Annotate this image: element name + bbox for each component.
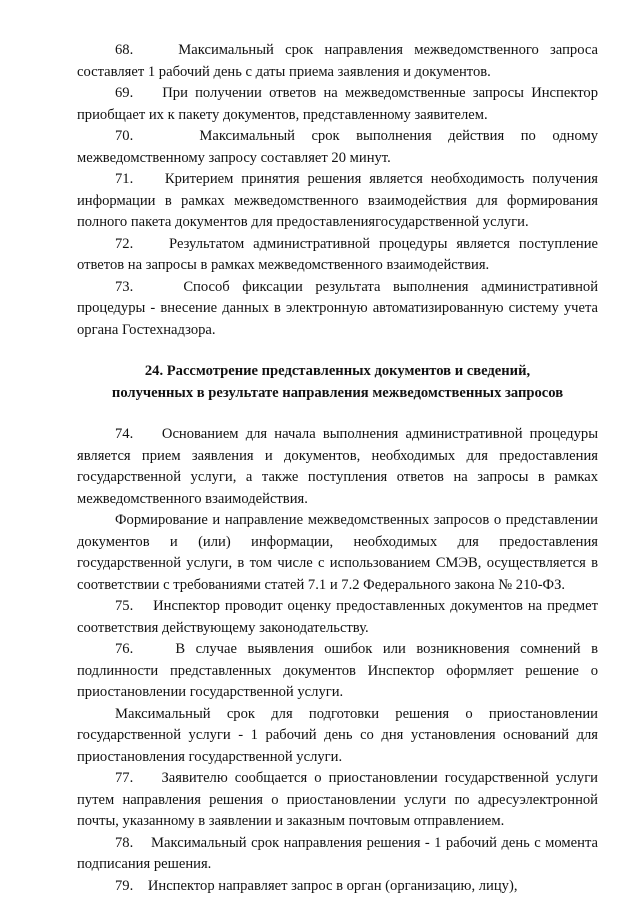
section-heading-line-2: полученных в результате направления межведомственных запросов: [111, 384, 564, 401]
paragraph-74-continued: [77, 510, 598, 596]
paragraph-74: [77, 424, 598, 510]
paragraph-text: Инспектор направляет запрос в орган (организацию, лицу),: [147, 877, 518, 894]
paragraph-number: 73.: [115, 278, 134, 295]
paragraph-text: Заявителю сообщается о приостановлении государственной услуги путем направления решения о приостановлении услуги по адресуэлектронной почты, указанному в заявлении и заказным почтовым отправлением.: [77, 770, 598, 829]
paragraph-number: 74.: [115, 426, 134, 442]
paragraph-number: 76.: [115, 641, 134, 657]
paragraph-number: 72.: [115, 235, 134, 252]
paragraph-number: 77.: [115, 770, 134, 786]
paragraph-69: [77, 83, 598, 126]
paragraph-text: Формирование и направление межведомственных запросов о представлении документов и (или) информации, необходимых для предоставления государственной услуги, в том числе с использованием СМЭВ, осуществляется в соответствии с требованиями статей 7.1 и 7.2 Федерального закона № 210-ФЗ.: [77, 512, 598, 593]
paragraph-text: Максимальный срок выполнения действия по одному межведомственному запросу составляет 20 минут.: [77, 128, 598, 166]
paragraph-78: [77, 833, 598, 876]
paragraph-text: Способ фиксации результата выполнения административной процедуры - внесение данных в электронную автоматизированную систему учета органа Гостехнадзора.: [77, 278, 598, 338]
spacer: [77, 404, 598, 424]
paragraph-number: 78.: [115, 834, 134, 851]
paragraph-71: [77, 169, 598, 234]
paragraph-77: [77, 768, 598, 833]
paragraph-text: При получении ответов на межведомственные запросы Инспектор приобщает их к пакету документов, представленному заявителем.: [77, 85, 599, 123]
paragraph-72: [77, 234, 598, 277]
paragraph-70: [77, 126, 598, 169]
paragraph-79: [77, 876, 598, 898]
paragraph-number: 68.: [115, 42, 134, 58]
paragraph-number: 79.: [115, 877, 134, 894]
paragraph-75: [77, 596, 598, 639]
paragraph-text: Критерием принятия решения является необходимость получения информации в рамках межведомственного взаимодействия для формирования полного пакета документов для предоставлениягосударственной услуги.: [77, 171, 598, 230]
paragraph-text: Максимальный срок направления межведомственного запроса составляет 1 рабочий день с даты приема заявления и документов.: [77, 42, 598, 80]
paragraph-number: 70.: [115, 128, 134, 144]
spacer: [77, 341, 598, 361]
paragraph-text: Инспектор проводит оценку предоставленных документов на предмет соответствия действующему законодательству.: [77, 598, 598, 636]
paragraph-number: 69.: [115, 85, 134, 101]
paragraph-text: Максимальный срок направления решения - 1 рабочий день с момента подписания решения.: [77, 834, 598, 872]
section-heading: [77, 361, 598, 404]
paragraph-76: [77, 639, 598, 704]
paragraph-68: [77, 40, 598, 83]
paragraph-76-continued: [77, 704, 598, 769]
paragraph-number: 71.: [115, 171, 134, 187]
paragraph-text: Максимальный срок для подготовки решения о приостановлении государственной услуги - 1 рабочий день со дня установления оснований для приостановления государственной услуги.: [77, 705, 598, 765]
paragraph-text: Результатом административной процедуры является поступление ответов на запросы в рамках межведомственного взаимодействия.: [77, 235, 598, 273]
paragraph-number: 75.: [115, 598, 134, 614]
paragraph-text: Основанием для начала выполнения административной процедуры является прием заявления и документов, необходимых для предоставления государственной услуги, а также поступления ответов на запросы в рамках межведомственного взаимодействия.: [77, 426, 599, 507]
paragraph-73: [77, 277, 598, 342]
section-heading-line-1: 24. Рассмотрение представленных документов и сведений,: [144, 363, 531, 379]
paragraph-text: В случае выявления ошибок или возникновения сомнений в подлинности представленных документов Инспектор оформляет решение о приостановлении государственной услуги.: [77, 641, 599, 700]
